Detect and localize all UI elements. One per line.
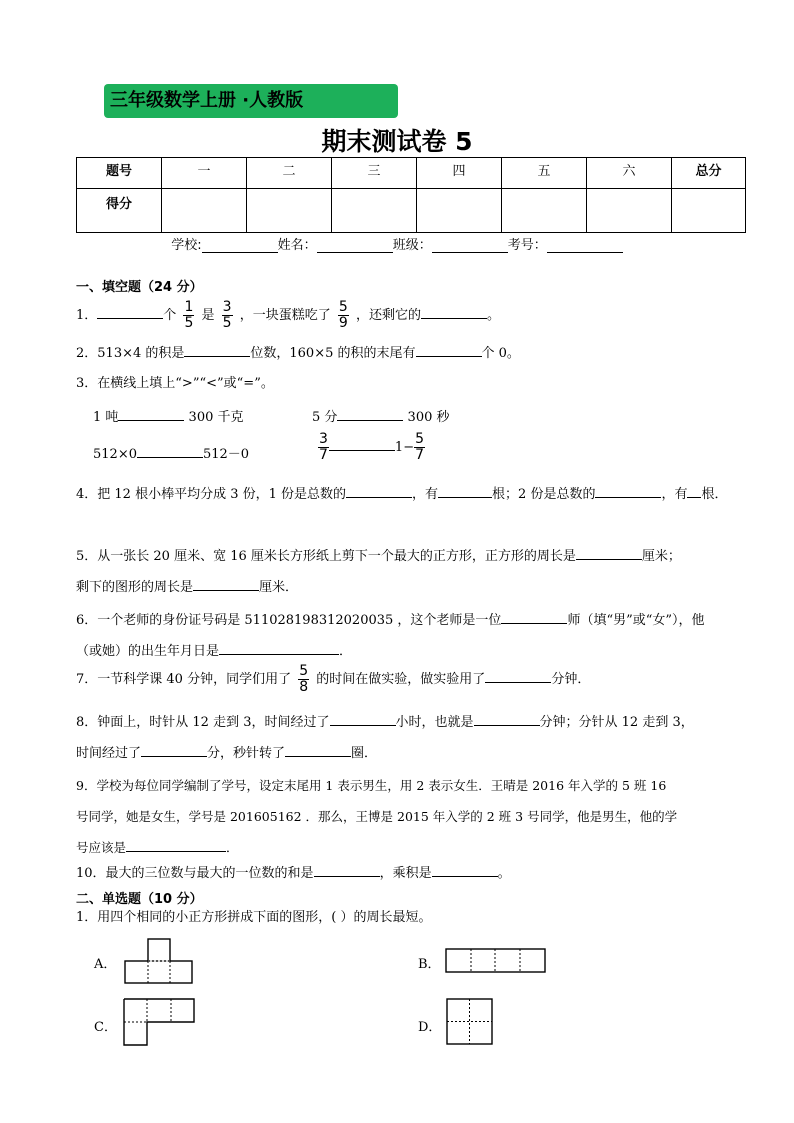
answer-blank[interactable] [346,485,412,498]
q-text: 个 0。 [481,346,520,361]
q-text: 一节科学课 40 分钟，同学们用了 [97,672,292,687]
fraction [183,300,194,331]
q-text: 的时间在做实验，做实验用了 [316,672,486,687]
question-number: 3． [76,376,98,391]
question-7 [76,664,756,695]
answer-blank[interactable] [184,344,250,357]
question-number: 1． [76,308,98,323]
question-number: 5． [76,549,98,564]
answer-blank[interactable] [337,408,403,421]
q-text: 厘米． [259,580,299,595]
q-text: 512×0 [93,447,137,462]
q-text: 个 [163,308,177,323]
q-text: 位数，160×5 的积的末尾有 [250,346,416,361]
score-header-cell: 四 [417,158,502,189]
answer-blank[interactable] [126,839,226,852]
q-text: 师（填“男”或“女”），他 [567,613,705,628]
score-header-cell: 总分 [672,158,746,189]
option-a-label[interactable]: A． [94,957,117,972]
q-text: ． [339,644,353,659]
answer-blank[interactable] [576,547,642,560]
score-table [76,157,746,233]
question-number: 8． [76,715,98,730]
question-10 [76,864,756,882]
q-text: 根；2 份是总数的 [492,487,596,502]
question-1 [76,300,756,331]
q-text: 号应该是 [76,840,127,855]
compare-2 [312,406,450,425]
option-d-label[interactable]: D． [418,1020,442,1035]
option-b-label[interactable]: B． [418,957,441,972]
numerator: 3 [319,431,328,447]
answer-blank[interactable] [474,713,540,726]
q-text: 5 分 [312,410,338,425]
school-field[interactable] [202,239,278,253]
q-text: ． [226,840,239,855]
compare-3 [93,443,249,462]
q-text: ，一块蛋糕吃了 [239,308,331,323]
s2-question-1 [76,910,756,926]
q-text: 。 [497,866,511,881]
question-8 [76,707,756,769]
question-number: 2． [76,346,98,361]
q-text: 用四个相同的小正方形拼成下面的图形，( ）的周长最短。 [97,910,432,925]
fraction [338,300,349,331]
q-text: 圈． [351,746,378,761]
score-cell[interactable] [417,189,502,233]
class-label: 班级： [392,238,432,253]
name-label: 姓名： [277,238,317,253]
answer-blank[interactable] [193,578,259,591]
q-text: 300 千克 [188,410,244,425]
answer-blank[interactable] [141,744,207,757]
score-cell[interactable] [587,189,672,233]
denominator: 5 [184,315,194,331]
answer-blank[interactable] [416,344,482,357]
score-cell[interactable] [162,189,247,233]
class-field[interactable] [432,239,508,253]
q-text: 512－0 [202,447,250,462]
q-text: 号同学，她是女生，学号是 201605162 ．那么，王博是 2015 年入学的 2 班 3 号同学，他是男生，他的学 [76,809,678,824]
student-info-line [0,234,794,253]
exam-no-field[interactable] [547,239,623,253]
q-text: 钟面上，时针从 12 走到 3，时间经过了 [97,715,330,730]
answer-blank[interactable] [595,485,661,498]
fraction [298,664,309,695]
denominator: 8 [299,679,309,695]
option-c-label[interactable]: C． [94,1020,117,1035]
numerator: 5 [338,299,348,315]
compare-4 [318,432,425,463]
fraction [318,432,329,463]
option-c-figure [123,998,197,1048]
q-text: 最大的三位数与最大的一位数的和是 [105,866,314,881]
q-text: 300 秒 [407,410,450,425]
q-text: 小时，也就是 [395,715,474,730]
question-number: 4． [76,487,98,502]
answer-blank[interactable] [285,744,351,757]
section2-title: 二、单选题（10 分） [76,892,203,907]
score-label-cell: 得分 [77,189,162,233]
square [447,999,492,1044]
numerator: 5 [415,431,425,447]
answer-blank[interactable] [219,642,339,655]
q-text: 分钟；分针从 12 走到 3， [539,715,694,730]
answer-blank[interactable] [485,670,551,683]
q-text: 在横线上填上“>”“<”或“=”。 [97,376,274,391]
answer-blank[interactable] [329,438,395,451]
score-header-cell: 二 [247,158,332,189]
q-text: 剩下的图形的周长是 [76,580,194,595]
page-title: 期末测试卷 5 [321,127,473,156]
square [125,961,192,983]
answer-blank[interactable] [421,306,487,319]
name-field[interactable] [317,239,393,253]
option-b-figure [445,948,547,974]
answer-blank[interactable] [97,306,163,319]
q-text: ，有 [661,487,688,502]
square [148,939,170,961]
denominator: 9 [338,315,348,331]
score-cell[interactable] [247,189,332,233]
score-cell[interactable] [672,189,746,233]
answer-blank[interactable] [330,713,396,726]
answer-blank[interactable] [687,485,701,498]
q-text: ，有 [412,487,439,502]
q-text: 分，秒针转了 [207,746,286,761]
question-number: 10． [76,866,106,881]
question-3 [76,376,756,392]
score-cell[interactable] [502,189,587,233]
q-text: 时间经过了 [76,746,142,761]
fraction [414,432,425,463]
question-9 [76,770,756,863]
question-number: 6． [76,613,98,628]
q-text: 是 [201,308,215,323]
question-2 [76,344,756,362]
grade-badge: 三年级数学上册 ·人教版 [104,84,398,118]
denominator: 5 [222,315,232,331]
answer-blank[interactable] [501,611,567,624]
q-text: ，还剩它的 [355,308,421,323]
score-header-cell: 题号 [77,158,162,189]
option-d-figure [446,998,494,1046]
question-5 [76,541,756,603]
section1-title: 一、填空题（24 分） [76,280,203,295]
question-number: 1． [76,910,98,925]
answer-blank[interactable] [314,864,380,877]
q-text: 513×4 的积是 [97,346,185,361]
answer-blank[interactable] [137,445,203,458]
question-number: 9． [76,778,97,793]
q-text: 根． [701,487,728,502]
q-text: 分钟． [551,672,591,687]
question-6 [76,605,756,667]
q-text: 1− [394,440,415,455]
q-text: 厘米； [641,549,681,564]
question-number: 7． [76,672,98,687]
outline [124,999,194,1045]
score-cell[interactable] [332,189,417,233]
question-4 [76,479,756,510]
answer-blank[interactable] [432,864,498,877]
q-text: 学校为每位同学编制了学号，设定末尾用 1 表示男生，用 2 表示女生．王晴是 2016 年入学的 5 班 16 [96,778,667,793]
answer-blank[interactable] [438,485,492,498]
numerator: 1 [184,299,194,315]
compare-1 [93,406,244,425]
q-text: 1 吨 [93,410,119,425]
q-text: ，乘积是 [379,866,432,881]
q-text: 从一张长 20 厘米、宽 16 厘米长方形纸上剪下一个最大的正方形，正方形的周长是 [97,549,576,564]
score-header-cell: 三 [332,158,417,189]
square [446,949,545,972]
score-header-cell: 六 [587,158,672,189]
answer-blank[interactable] [118,408,184,421]
denominator: 7 [415,447,425,463]
q-text: （或她）的出生年月日是 [76,644,220,659]
numerator: 3 [222,299,232,315]
q-text: 。 [486,308,500,323]
score-header-cell: 一 [162,158,247,189]
exam-no-label: 考号： [507,238,547,253]
school-label: 学校: [171,238,202,253]
fraction [222,300,233,331]
denominator: 7 [319,447,328,463]
numerator: 5 [299,663,309,679]
q-text: 把 12 根小棒平均分成 3 份，1 份是总数的 [97,487,347,502]
q-text: 一个老师的身份证号码是 511028198312020035 ，这个老师是一位 [97,613,502,628]
option-a-figure [124,938,194,984]
score-header-cell: 五 [502,158,587,189]
